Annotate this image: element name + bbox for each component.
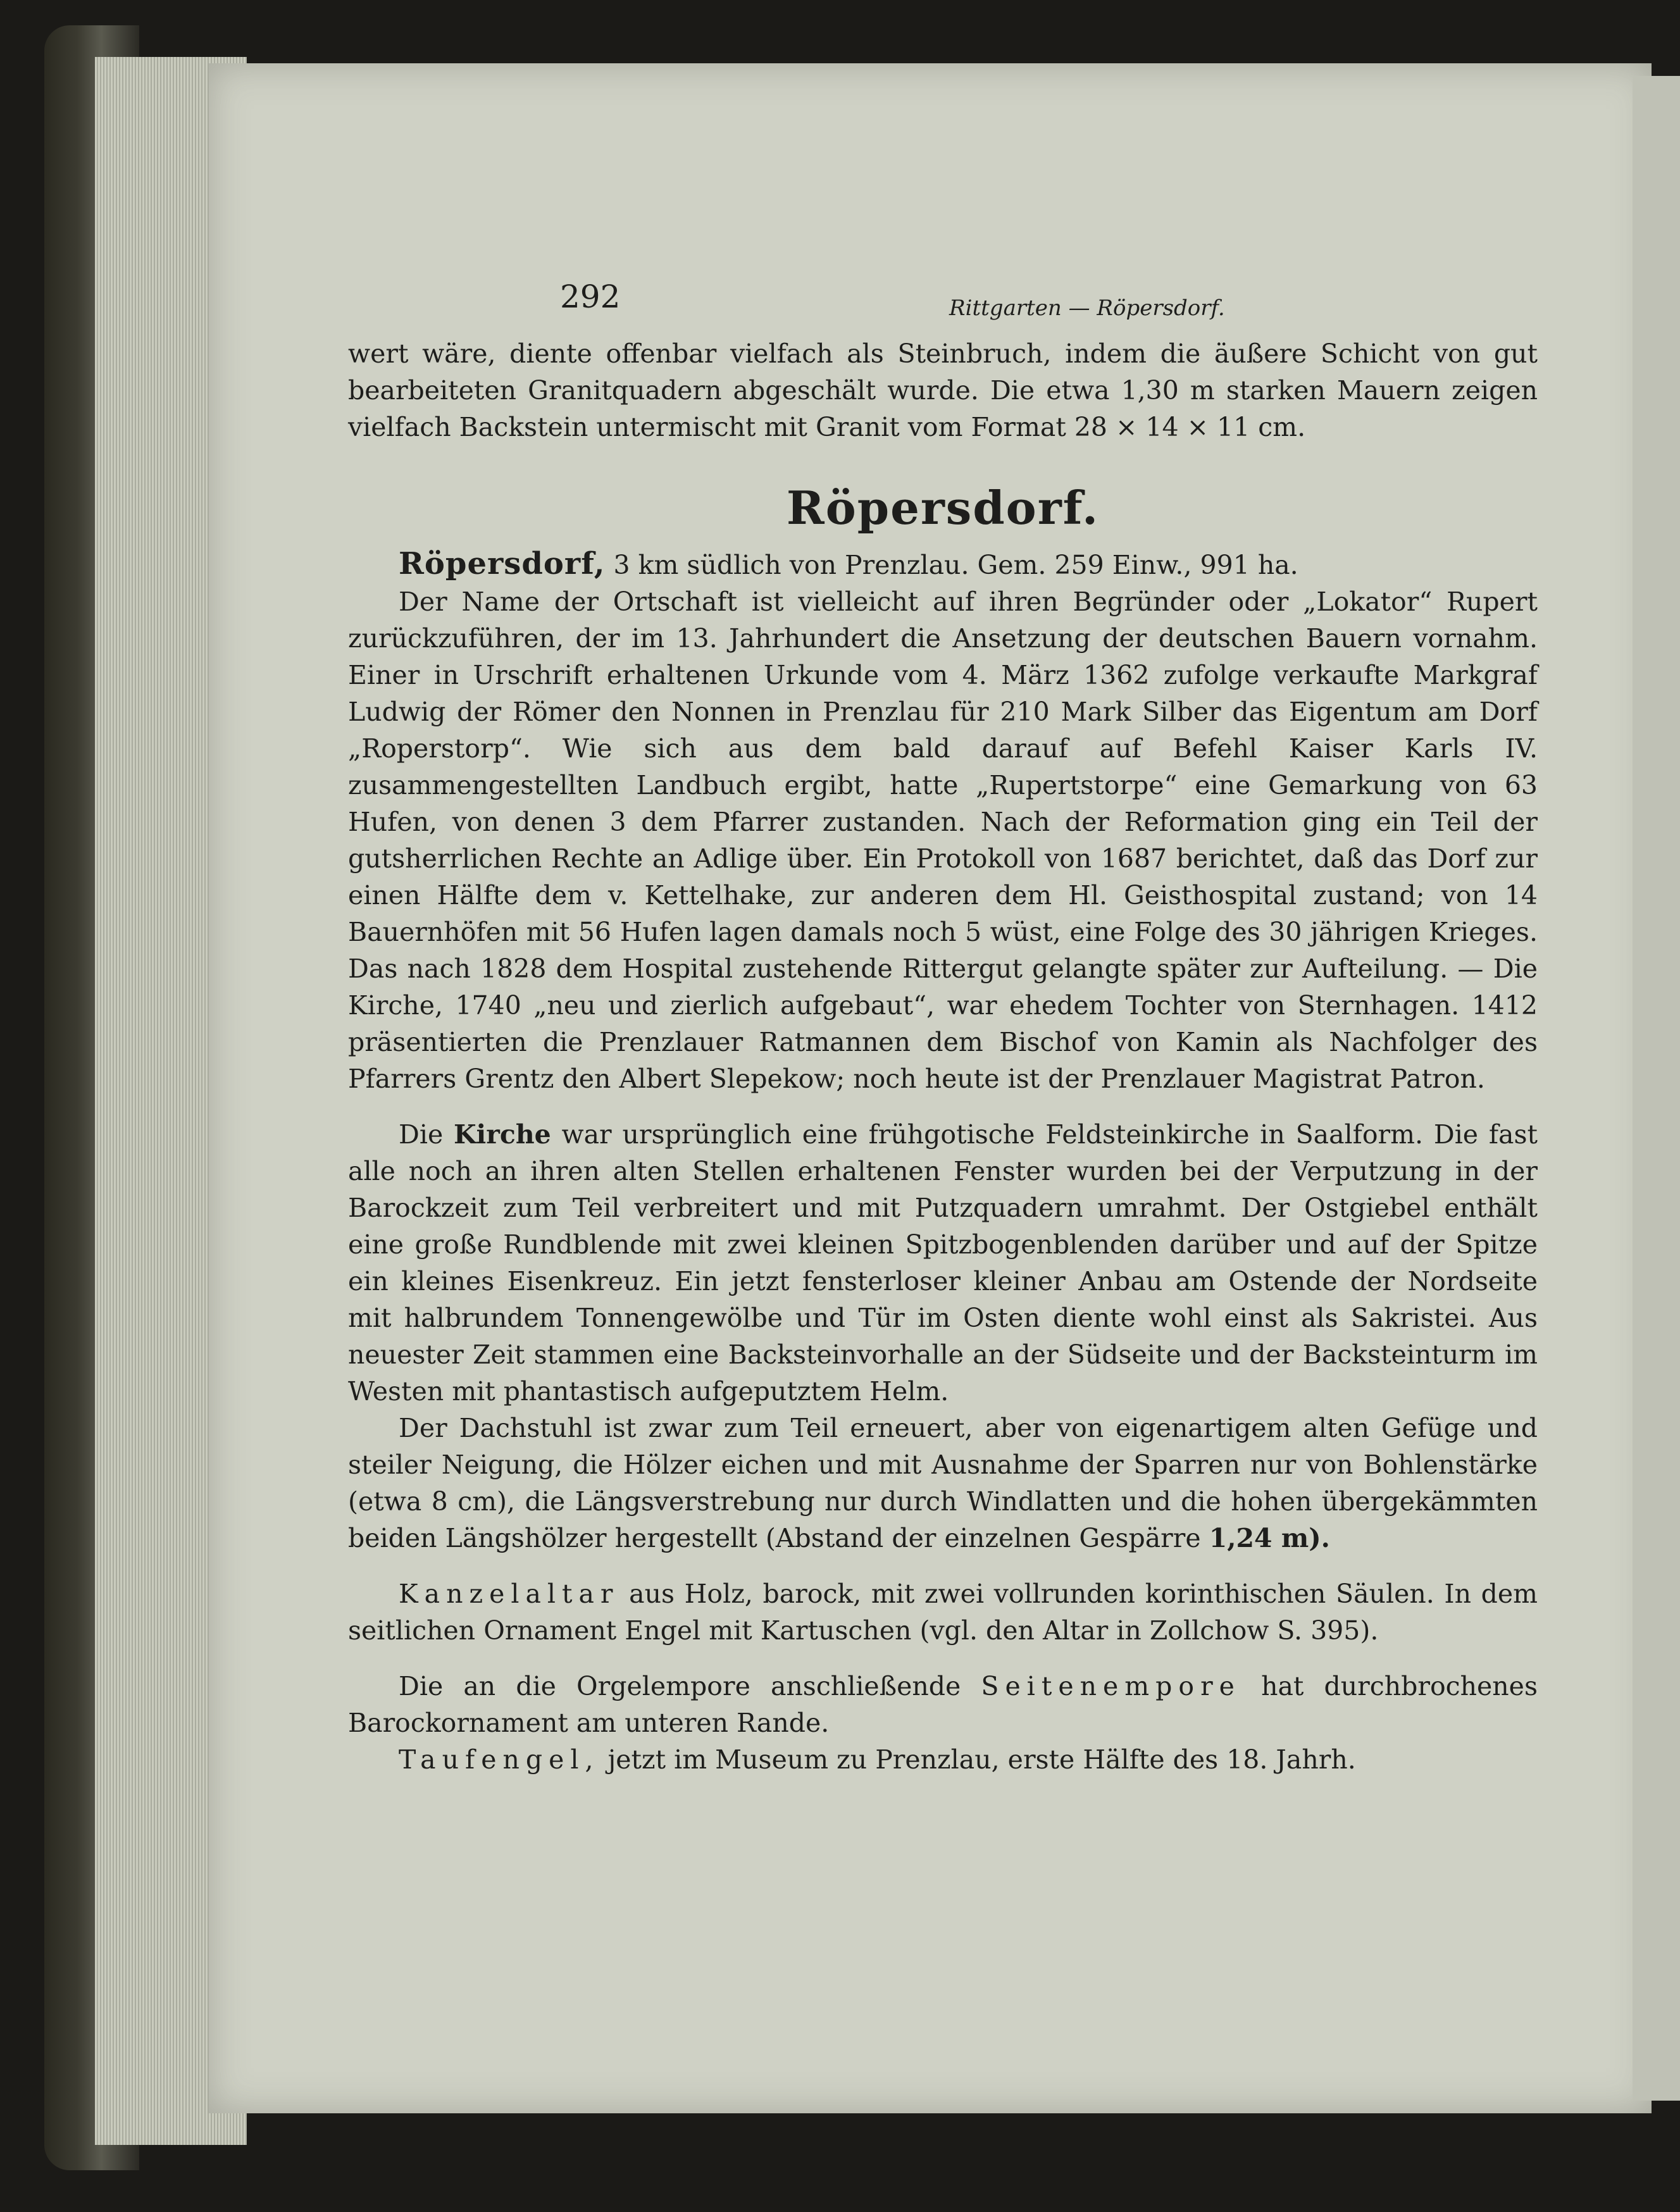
page-text-block [348,278,1538,1778]
church-text: war ursprünglich eine frühgotische Feldsteinkirche in Saalform. Die fast alle noch an ihren alten Stellen erhaltenen Fenster wurden bei der Verputzung in der Barockzeit zum Teil verbreitert und mit Putzquadern umrahmt. Der Ostgiebel enthält eine große Rundblende mit zwei kleinen Spitzbogenblenden darüber und auf der Spitze ein kleines Eisenkreuz. Ein jetzt fensterloser kleiner Anbau am Ostende der Nordseite mit halbrundem Tonnengewölbe und Tür im Osten diente wohl einst als Sakristei. Aus neuester Zeit stammen eine Backsteinvorhalle an der Südseite und der Backsteinturm im Westen mit phantastisch aufgeputztem Helm. [348,1119,1538,1407]
gallery-text: hat durchbrochenes Barockornament am unteren Rande. [348,1671,1538,1738]
altar-paragraph [348,1575,1538,1649]
lead-text: 3 km südlich von Prenzlau. Gem. 259 Einw., 991 ha. [613,550,1298,580]
next-page-edge [1633,76,1680,2101]
altar-spaced: Kanzelaltar [399,1579,619,1609]
paragraph-gap [348,1097,1538,1116]
section-title: Röpersdorf. [786,481,1100,535]
angel-text: jetzt im Museum zu Prenzlau, erste Hälfte des 18. Jahrh. [607,1744,1356,1775]
page-header [348,278,1538,335]
altar-text: aus Holz, barock, mit zwei vollrunden korinthischen Säulen. In dem seitlichen Ornament Engel mit Kartuschen (vgl. den Altar in Zollchow S. 395). [348,1579,1538,1646]
church-lead: Die [399,1119,444,1150]
running-head: Rittgarten — Röpersdorf. [949,295,1225,321]
church-paragraph [348,1116,1538,1410]
gallery-spaced: Seitenempore [981,1671,1241,1701]
angel-paragraph [348,1741,1538,1778]
intro-paragraph: wert wäre, diente offenbar vielfach als Steinbruch, indem die äußere Schicht von gut bearbeiteten Granitquadern abgeschält wurde. Die etwa 1,30 m starken Mauern zeigen vielfach Backstein untermischt mit Granit vom Format 28 × 14 × 11 cm. [348,339,1538,442]
roof-text: Der Dachstuhl ist zwar zum Teil erneuert, aber von eigenartigem alten Gefüge und steiler Neigung, die Hölzer eichen und mit Ausnahme der Sparren nur von Bohlenstärke (etwa 8 cm), die Längsverstrebung nur durch Windlatten und die hohen übergekämmten beiden Längshölzer hergestellt (Abstand der einzelnen Gespärre [348,1413,1538,1553]
history-paragraph: Der Name der Ortschaft ist vielleicht auf ihren Begründer oder „Lokator“ Rupert zurückzuführen, der im 13. Jahrhundert die Ansetzung der deutschen Bauern vornahm. Einer in Urschrift erhaltenen Urkunde vom 4. März 1362 zufolge verkaufte Markgraf Ludwig der Römer den Nonnen in Prenzlau für 210 Mark Silber das Eigentum am Dorf „Roperstorp“. Wie sich aus dem bald darauf auf Befehl Kaiser Karls IV. zusammengestellten Landbuch ergibt, hatte „Rupertstorpe“ eine Gemarkung von 63 Hufen, von denen 3 dem Pfarrer zustanden. Nach der Reformation ging ein Teil der gutsherrlichen Rechte an Adlige über. Ein Protokoll von 1687 berichtet, daß das Dorf zur einen Hälfte dem v. Kettelhake, zur anderen dem Hl. Geisthospital zustand; von 14 Bauernhöfen mit 56 Hufen lagen damals noch 5 wüst, eine Folge des 30 jährigen Krieges. Das nach 1828 dem Hospital zustehende Rittergut gelangte später zur Aufteilung. — Die Kirche, 1740 „neu und zierlich aufgebaut“, war ehedem Tochter von Sternhagen. 1412 präsentierten die Prenzlauer Ratmannen dem Bischof von Kamin als Nachfolger des Pfarrers Grentz den Albert Slepekow; noch heute ist der Prenzlauer Magistrat Patron. [348,587,1538,1094]
gallery-lead: Die an die Orgelempore anschließende [399,1671,961,1701]
gallery-paragraph [348,1668,1538,1741]
angel-spaced: Taufengel, [399,1744,600,1775]
lead-name: Röpersdorf, [399,546,606,581]
paragraph-gap [348,1556,1538,1575]
page-number: 292 [560,278,621,315]
roof-paragraph [348,1410,1538,1556]
lead-paragraph [348,545,1538,583]
paragraph-gap [348,1649,1538,1668]
roof-bold-end: 1,24 m). [1209,1523,1330,1553]
church-bold: Kirche [454,1119,551,1150]
